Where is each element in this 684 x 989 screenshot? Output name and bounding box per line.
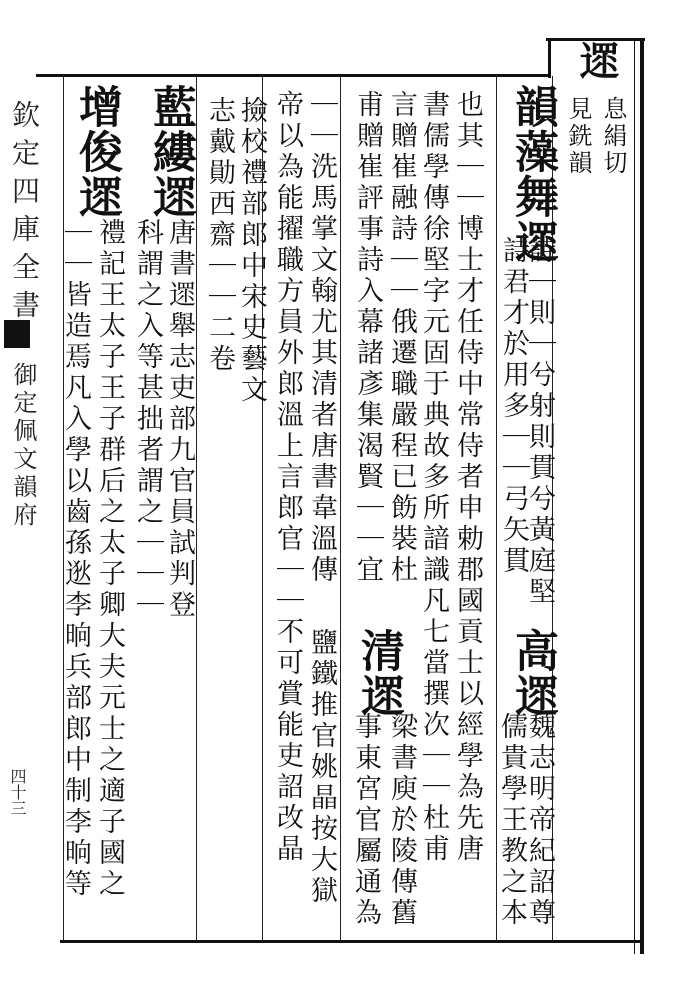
entry-text: 梁書庾於陵傳舊 [386, 712, 417, 929]
entry-text: 詩｜則｜兮射則貫兮黃庭堅 [524, 236, 555, 608]
entry-text: 禮記王太子王子群后之太子卿大夫元士之適子國之 [94, 218, 125, 900]
frame-corner-edge [548, 38, 551, 78]
entry-head-gao: 高遝 [507, 628, 558, 718]
entry-text: 詩君才於用多｜｜弓矢貫 [498, 236, 529, 577]
entry-text: 帝以為能擢職方員外郎溫上言郎官｜｜不可賞能吏詔改晶 [272, 90, 303, 865]
entry-head-lanlv: 藍縷遝 [145, 84, 196, 219]
page-number: 四十三 [8, 768, 27, 816]
entry-text: ｜｜皆造焉凡入學以齒孫逖李晌兵部郎中制李晌等 [60, 218, 91, 900]
frame-right-rule [640, 38, 644, 954]
entry-text: 儒貴學王教之本 [496, 712, 527, 929]
rhyme-reading: 息絹切 [599, 96, 627, 177]
rhyme-note: 見銑韻 [564, 96, 592, 177]
column-divider [340, 76, 341, 940]
entry-text: 書儒學傳徐堅字元固于典故多所諳識凡七當撰次｜｜杜甫 [418, 90, 449, 865]
frame-right-inner-rule [634, 38, 635, 954]
entry-head-yunzaowu: 韻藻舞遝 [507, 84, 558, 264]
entry-text: 甫贈崔評事詩入幕諸彥集渴賢｜｜宜 [352, 90, 383, 586]
entry-text: ｜｜洗馬掌文翰尤其清者唐書韋溫傳 [306, 90, 337, 586]
entry-text: 鹽鐵推官姚晶按大獄 [306, 628, 337, 907]
entry-text: 志戴勛西齋｜｜二卷 [204, 96, 235, 375]
entry-head-qing: 清遝 [353, 628, 404, 718]
entry-text: 撿校禮部郎中宋史藝文 [236, 96, 267, 406]
frame-bottom-rule [60, 940, 640, 943]
entry-text: 唐書遝舉志吏部九官員試判登 [164, 218, 195, 621]
entry-head-zengjun: 增俊遝 [71, 84, 122, 219]
column-divider [196, 76, 197, 940]
volume-title: 欽定四庫全書 [8, 100, 41, 328]
entry-text: 事東宮官屬通為 [350, 712, 381, 929]
rhyme-head-char: 遝 [573, 40, 620, 81]
entry-text: 魏志明帝紀詔尊 [524, 712, 555, 929]
book-title: 御定佩文韻府 [9, 362, 37, 530]
entry-text: 科謂之入等甚拙者謂之｜｜｜ [132, 218, 163, 621]
entry-text: 也其｜｜博士才任侍中常侍者申勅郡國貢士以經學為先唐 [452, 90, 483, 865]
entry-text: 言贈崔融詩｜｜俄遷職嚴程已飭裝杜 [386, 90, 417, 586]
frame-top-rule [36, 74, 548, 77]
